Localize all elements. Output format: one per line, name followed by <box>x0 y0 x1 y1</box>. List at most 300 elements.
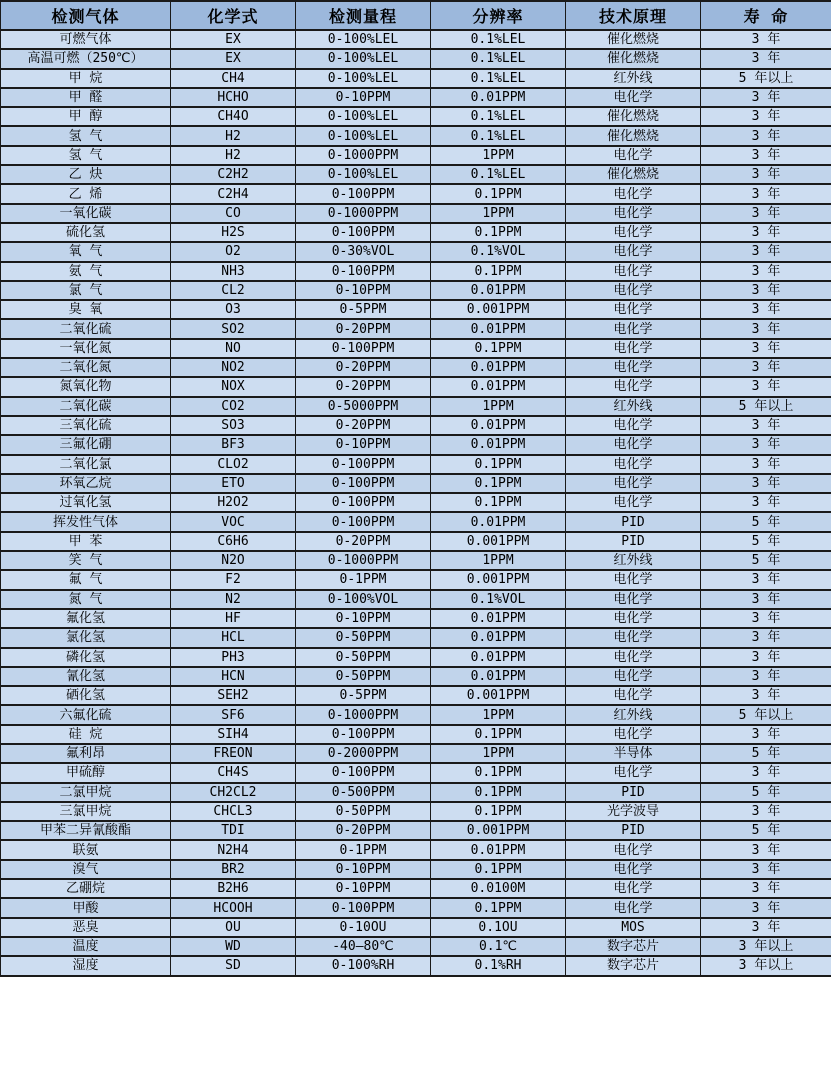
cell-range: 0-10PPM <box>296 879 431 898</box>
cell-range: 0-100%LEL <box>296 30 431 49</box>
cell-gas: 氨 气 <box>1 262 171 281</box>
cell-resolution: 0.01PPM <box>431 840 566 859</box>
cell-resolution: 0.1%LEL <box>431 69 566 88</box>
table-row <box>1 30 831 49</box>
table-row <box>1 937 831 956</box>
column-header-resolution: 分辨率 <box>431 1 566 30</box>
cell-lifespan: 3 年 <box>701 319 831 338</box>
table-row <box>1 358 831 377</box>
cell-range: 0-20PPM <box>296 821 431 840</box>
cell-gas: 氮氧化物 <box>1 377 171 396</box>
cell-range: 0-5000PPM <box>296 397 431 416</box>
cell-gas: 溴气 <box>1 860 171 879</box>
cell-range: 0-20PPM <box>296 319 431 338</box>
cell-lifespan: 3 年 <box>701 126 831 145</box>
table-row <box>1 744 831 763</box>
cell-resolution: 0.1%LEL <box>431 126 566 145</box>
cell-resolution: 0.01PPM <box>431 88 566 107</box>
cell-resolution: 0.01PPM <box>431 609 566 628</box>
cell-range: 0-100PPM <box>296 474 431 493</box>
cell-gas: 六氟化硫 <box>1 705 171 724</box>
cell-resolution: 0.1PPM <box>431 763 566 782</box>
cell-principle: 半导体 <box>566 744 701 763</box>
table-row <box>1 840 831 859</box>
cell-resolution: 0.1℃ <box>431 937 566 956</box>
cell-lifespan: 5 年以上 <box>701 69 831 88</box>
cell-formula: O2 <box>171 242 296 261</box>
cell-lifespan: 5 年 <box>701 551 831 570</box>
cell-gas: 恶臭 <box>1 918 171 937</box>
cell-principle: 红外线 <box>566 705 701 724</box>
cell-resolution: 0.1PPM <box>431 184 566 203</box>
cell-lifespan: 3 年 <box>701 725 831 744</box>
cell-gas: 氢 气 <box>1 126 171 145</box>
cell-formula: N2O <box>171 551 296 570</box>
cell-resolution: 0.01PPM <box>431 358 566 377</box>
cell-lifespan: 3 年 <box>701 590 831 609</box>
cell-resolution: 0.01PPM <box>431 377 566 396</box>
cell-gas: 三氧化硫 <box>1 416 171 435</box>
cell-formula: SO2 <box>171 319 296 338</box>
cell-resolution: 0.1PPM <box>431 493 566 512</box>
cell-gas: 湿度 <box>1 956 171 975</box>
cell-gas: 臭 氧 <box>1 300 171 319</box>
cell-lifespan: 3 年 <box>701 860 831 879</box>
cell-formula: EX <box>171 49 296 68</box>
cell-formula: O3 <box>171 300 296 319</box>
cell-formula: NH3 <box>171 262 296 281</box>
cell-range: 0-50PPM <box>296 648 431 667</box>
table-row <box>1 339 831 358</box>
cell-formula: SF6 <box>171 705 296 724</box>
cell-principle: 电化学 <box>566 223 701 242</box>
cell-gas: 氟 气 <box>1 570 171 589</box>
cell-gas: 过氧化氢 <box>1 493 171 512</box>
cell-lifespan: 3 年 <box>701 435 831 454</box>
cell-resolution: 0.1%RH <box>431 956 566 975</box>
cell-gas: 乙硼烷 <box>1 879 171 898</box>
cell-range: 0-50PPM <box>296 628 431 647</box>
cell-principle: 电化学 <box>566 840 701 859</box>
table-row <box>1 107 831 126</box>
cell-principle: 电化学 <box>566 455 701 474</box>
cell-lifespan: 3 年 <box>701 609 831 628</box>
cell-range: 0-500PPM <box>296 783 431 802</box>
cell-principle: 电化学 <box>566 184 701 203</box>
cell-resolution: 0.0100M <box>431 879 566 898</box>
cell-principle: 催化燃烧 <box>566 126 701 145</box>
cell-resolution: 0.01PPM <box>431 648 566 667</box>
cell-principle: 电化学 <box>566 242 701 261</box>
cell-resolution: 0.1PPM <box>431 802 566 821</box>
cell-formula: CO2 <box>171 397 296 416</box>
cell-formula: CH4O <box>171 107 296 126</box>
cell-gas: 三氯甲烷 <box>1 802 171 821</box>
cell-lifespan: 3 年 <box>701 300 831 319</box>
cell-range: 0-20PPM <box>296 377 431 396</box>
cell-gas: 挥发性气体 <box>1 512 171 531</box>
cell-gas: 甲 醇 <box>1 107 171 126</box>
table-row <box>1 570 831 589</box>
column-header-formula: 化学式 <box>171 1 296 30</box>
cell-lifespan: 5 年 <box>701 532 831 551</box>
cell-lifespan: 3 年 <box>701 898 831 917</box>
cell-range: 0-100PPM <box>296 493 431 512</box>
cell-gas: 二氧化氯 <box>1 455 171 474</box>
table-row <box>1 512 831 531</box>
cell-principle: 电化学 <box>566 377 701 396</box>
cell-range: 0-10PPM <box>296 88 431 107</box>
cell-resolution: 0.01PPM <box>431 281 566 300</box>
cell-principle: 电化学 <box>566 686 701 705</box>
cell-resolution: 1PPM <box>431 397 566 416</box>
table-row <box>1 435 831 454</box>
cell-resolution: 0.01PPM <box>431 319 566 338</box>
cell-principle: 电化学 <box>566 435 701 454</box>
cell-formula: SD <box>171 956 296 975</box>
cell-range: 0-20PPM <box>296 532 431 551</box>
cell-range: 0-1PPM <box>296 570 431 589</box>
cell-principle: 红外线 <box>566 397 701 416</box>
cell-lifespan: 3 年 <box>701 570 831 589</box>
cell-range: 0-2000PPM <box>296 744 431 763</box>
cell-formula: N2H4 <box>171 840 296 859</box>
cell-principle: 电化学 <box>566 358 701 377</box>
cell-range: 0-1PPM <box>296 840 431 859</box>
cell-range: 0-50PPM <box>296 802 431 821</box>
cell-range: 0-100PPM <box>296 223 431 242</box>
cell-formula: SEH2 <box>171 686 296 705</box>
cell-principle: 光学波导 <box>566 802 701 821</box>
cell-gas: 温度 <box>1 937 171 956</box>
cell-principle: 电化学 <box>566 590 701 609</box>
cell-lifespan: 3 年 <box>701 918 831 937</box>
cell-lifespan: 5 年 <box>701 744 831 763</box>
cell-lifespan: 3 年 <box>701 242 831 261</box>
cell-formula: HF <box>171 609 296 628</box>
cell-resolution: 0.001PPM <box>431 821 566 840</box>
cell-formula: F2 <box>171 570 296 589</box>
cell-lifespan: 3 年以上 <box>701 937 831 956</box>
cell-lifespan: 5 年 <box>701 512 831 531</box>
cell-principle: PID <box>566 821 701 840</box>
table-row <box>1 165 831 184</box>
cell-resolution: 0.1%VOL <box>431 242 566 261</box>
cell-principle: 红外线 <box>566 551 701 570</box>
cell-gas: 硒化氢 <box>1 686 171 705</box>
cell-formula: H2 <box>171 146 296 165</box>
cell-resolution: 0.01PPM <box>431 667 566 686</box>
cell-lifespan: 3 年 <box>701 455 831 474</box>
cell-formula: BR2 <box>171 860 296 879</box>
cell-resolution: 0.001PPM <box>431 686 566 705</box>
cell-principle: 催化燃烧 <box>566 30 701 49</box>
cell-principle: MOS <box>566 918 701 937</box>
cell-gas: 可燃气体 <box>1 30 171 49</box>
cell-lifespan: 5 年以上 <box>701 397 831 416</box>
cell-formula: HCHO <box>171 88 296 107</box>
cell-resolution: 0.01PPM <box>431 512 566 531</box>
cell-resolution: 0.1%LEL <box>431 30 566 49</box>
cell-gas: 一氧化碳 <box>1 204 171 223</box>
cell-range: 0-50PPM <box>296 667 431 686</box>
cell-resolution: 0.01PPM <box>431 628 566 647</box>
table-row <box>1 898 831 917</box>
table-row <box>1 628 831 647</box>
cell-gas: 氯 气 <box>1 281 171 300</box>
cell-gas: 氧 气 <box>1 242 171 261</box>
cell-lifespan: 3 年 <box>701 358 831 377</box>
cell-range: 0-1000PPM <box>296 204 431 223</box>
cell-formula: C2H2 <box>171 165 296 184</box>
table-row <box>1 49 831 68</box>
cell-principle: 电化学 <box>566 300 701 319</box>
column-header-lifespan: 寿 命 <box>701 1 831 30</box>
table-row <box>1 609 831 628</box>
cell-principle: 催化燃烧 <box>566 107 701 126</box>
cell-formula: PH3 <box>171 648 296 667</box>
cell-range: -40—80℃ <box>296 937 431 956</box>
cell-principle: 催化燃烧 <box>566 49 701 68</box>
cell-gas: 氟利昂 <box>1 744 171 763</box>
cell-principle: 电化学 <box>566 88 701 107</box>
cell-lifespan: 5 年以上 <box>701 705 831 724</box>
cell-lifespan: 3 年 <box>701 648 831 667</box>
cell-lifespan: 3 年 <box>701 474 831 493</box>
cell-range: 0-1000PPM <box>296 551 431 570</box>
table-row <box>1 455 831 474</box>
cell-resolution: 0.1%LEL <box>431 107 566 126</box>
cell-resolution: 0.1PPM <box>431 262 566 281</box>
cell-principle: 电化学 <box>566 474 701 493</box>
cell-range: 0-1000PPM <box>296 146 431 165</box>
cell-gas: 硫化氢 <box>1 223 171 242</box>
cell-principle: PID <box>566 532 701 551</box>
cell-principle: 红外线 <box>566 69 701 88</box>
cell-resolution: 0.1PPM <box>431 725 566 744</box>
cell-principle: 电化学 <box>566 262 701 281</box>
cell-gas: 氟化氢 <box>1 609 171 628</box>
cell-formula: FREON <box>171 744 296 763</box>
table-row <box>1 474 831 493</box>
cell-gas: 二氧化硫 <box>1 319 171 338</box>
cell-range: 0-20PPM <box>296 416 431 435</box>
cell-gas: 环氧乙烷 <box>1 474 171 493</box>
cell-resolution: 0.1PPM <box>431 783 566 802</box>
cell-range: 0-10OU <box>296 918 431 937</box>
cell-lifespan: 3 年 <box>701 493 831 512</box>
cell-formula: CLO2 <box>171 455 296 474</box>
table-row <box>1 204 831 223</box>
cell-range: 0-20PPM <box>296 358 431 377</box>
cell-resolution: 0.001PPM <box>431 570 566 589</box>
cell-principle: 电化学 <box>566 763 701 782</box>
cell-lifespan: 3 年 <box>701 763 831 782</box>
cell-lifespan: 3 年 <box>701 88 831 107</box>
cell-gas: 二氧化碳 <box>1 397 171 416</box>
table-row <box>1 667 831 686</box>
table-row <box>1 319 831 338</box>
cell-principle: 电化学 <box>566 416 701 435</box>
cell-range: 0-100%LEL <box>296 49 431 68</box>
cell-formula: TDI <box>171 821 296 840</box>
cell-gas: 二氯甲烷 <box>1 783 171 802</box>
cell-formula: OU <box>171 918 296 937</box>
cell-gas: 氯化氢 <box>1 628 171 647</box>
table-row <box>1 184 831 203</box>
cell-range: 0-30%VOL <box>296 242 431 261</box>
table-row <box>1 551 831 570</box>
cell-resolution: 0.001PPM <box>431 532 566 551</box>
cell-principle: 电化学 <box>566 648 701 667</box>
table-body <box>1 30 831 976</box>
cell-resolution: 1PPM <box>431 551 566 570</box>
cell-gas: 氮 气 <box>1 590 171 609</box>
table-row <box>1 686 831 705</box>
table-row <box>1 69 831 88</box>
table-row <box>1 918 831 937</box>
cell-gas: 联氨 <box>1 840 171 859</box>
cell-gas: 甲 烷 <box>1 69 171 88</box>
table-row <box>1 377 831 396</box>
cell-resolution: 0.001PPM <box>431 300 566 319</box>
cell-lifespan: 3 年 <box>701 281 831 300</box>
cell-range: 0-100%VOL <box>296 590 431 609</box>
cell-principle: 电化学 <box>566 281 701 300</box>
cell-formula: CL2 <box>171 281 296 300</box>
cell-gas: 氰化氢 <box>1 667 171 686</box>
cell-formula: CH4S <box>171 763 296 782</box>
cell-principle: 电化学 <box>566 319 701 338</box>
cell-formula: CHCL3 <box>171 802 296 821</box>
cell-formula: CH4 <box>171 69 296 88</box>
table-row <box>1 802 831 821</box>
cell-resolution: 1PPM <box>431 705 566 724</box>
cell-lifespan: 5 年 <box>701 783 831 802</box>
cell-principle: 电化学 <box>566 146 701 165</box>
cell-principle: 电化学 <box>566 493 701 512</box>
cell-range: 0-100PPM <box>296 512 431 531</box>
cell-principle: 电化学 <box>566 204 701 223</box>
cell-gas: 甲硫醇 <box>1 763 171 782</box>
column-header-range: 检测量程 <box>296 1 431 30</box>
cell-principle: 电化学 <box>566 860 701 879</box>
cell-resolution: 0.1OU <box>431 918 566 937</box>
cell-resolution: 0.1PPM <box>431 860 566 879</box>
cell-lifespan: 3 年 <box>701 184 831 203</box>
cell-formula: C6H6 <box>171 532 296 551</box>
cell-gas: 氢 气 <box>1 146 171 165</box>
cell-lifespan: 3 年 <box>701 879 831 898</box>
cell-lifespan: 3 年以上 <box>701 956 831 975</box>
cell-range: 0-100PPM <box>296 725 431 744</box>
cell-principle: PID <box>566 512 701 531</box>
cell-principle: 电化学 <box>566 628 701 647</box>
table-row <box>1 397 831 416</box>
cell-principle: 电化学 <box>566 339 701 358</box>
cell-gas: 高温可燃（250℃） <box>1 49 171 68</box>
cell-principle: 数字芯片 <box>566 937 701 956</box>
cell-formula: CH2CL2 <box>171 783 296 802</box>
table-row <box>1 300 831 319</box>
cell-lifespan: 3 年 <box>701 146 831 165</box>
cell-lifespan: 3 年 <box>701 165 831 184</box>
cell-lifespan: 3 年 <box>701 223 831 242</box>
cell-range: 0-100%LEL <box>296 165 431 184</box>
cell-gas: 甲苯二异氰酸酯 <box>1 821 171 840</box>
cell-resolution: 0.01PPM <box>431 416 566 435</box>
cell-formula: ETO <box>171 474 296 493</box>
cell-formula: C2H4 <box>171 184 296 203</box>
cell-range: 0-10PPM <box>296 435 431 454</box>
cell-lifespan: 3 年 <box>701 30 831 49</box>
table-row <box>1 590 831 609</box>
table-row <box>1 532 831 551</box>
cell-gas: 三氟化硼 <box>1 435 171 454</box>
table-row <box>1 783 831 802</box>
table-row <box>1 493 831 512</box>
cell-range: 0-100PPM <box>296 262 431 281</box>
cell-gas: 硅 烷 <box>1 725 171 744</box>
cell-lifespan: 3 年 <box>701 107 831 126</box>
cell-resolution: 0.01PPM <box>431 435 566 454</box>
cell-formula: WD <box>171 937 296 956</box>
cell-formula: SIH4 <box>171 725 296 744</box>
cell-principle: 数字芯片 <box>566 956 701 975</box>
table-row <box>1 416 831 435</box>
cell-formula: H2S <box>171 223 296 242</box>
cell-lifespan: 3 年 <box>701 416 831 435</box>
cell-resolution: 0.1%LEL <box>431 49 566 68</box>
cell-range: 0-100%LEL <box>296 126 431 145</box>
cell-resolution: 1PPM <box>431 146 566 165</box>
cell-lifespan: 3 年 <box>701 49 831 68</box>
cell-lifespan: 3 年 <box>701 339 831 358</box>
cell-principle: 电化学 <box>566 667 701 686</box>
cell-range: 0-1000PPM <box>296 705 431 724</box>
table-row <box>1 860 831 879</box>
table-row <box>1 956 831 975</box>
table-row <box>1 146 831 165</box>
header-row <box>1 1 831 30</box>
cell-gas: 甲酸 <box>1 898 171 917</box>
cell-formula: N2 <box>171 590 296 609</box>
table-row <box>1 223 831 242</box>
cell-formula: H2 <box>171 126 296 145</box>
cell-gas: 二氧化氮 <box>1 358 171 377</box>
cell-formula: CO <box>171 204 296 223</box>
cell-resolution: 1PPM <box>431 744 566 763</box>
cell-lifespan: 3 年 <box>701 686 831 705</box>
cell-gas: 乙 炔 <box>1 165 171 184</box>
table-row <box>1 705 831 724</box>
cell-resolution: 0.1%VOL <box>431 590 566 609</box>
cell-range: 0-100PPM <box>296 184 431 203</box>
column-header-principle: 技术原理 <box>566 1 701 30</box>
cell-lifespan: 3 年 <box>701 628 831 647</box>
cell-range: 0-100PPM <box>296 455 431 474</box>
cell-formula: EX <box>171 30 296 49</box>
table-row <box>1 648 831 667</box>
cell-range: 0-100PPM <box>296 339 431 358</box>
cell-formula: B2H6 <box>171 879 296 898</box>
cell-gas: 甲 醛 <box>1 88 171 107</box>
cell-formula: HCL <box>171 628 296 647</box>
cell-resolution: 0.1PPM <box>431 898 566 917</box>
cell-range: 0-10PPM <box>296 609 431 628</box>
cell-lifespan: 3 年 <box>701 262 831 281</box>
table-row <box>1 725 831 744</box>
